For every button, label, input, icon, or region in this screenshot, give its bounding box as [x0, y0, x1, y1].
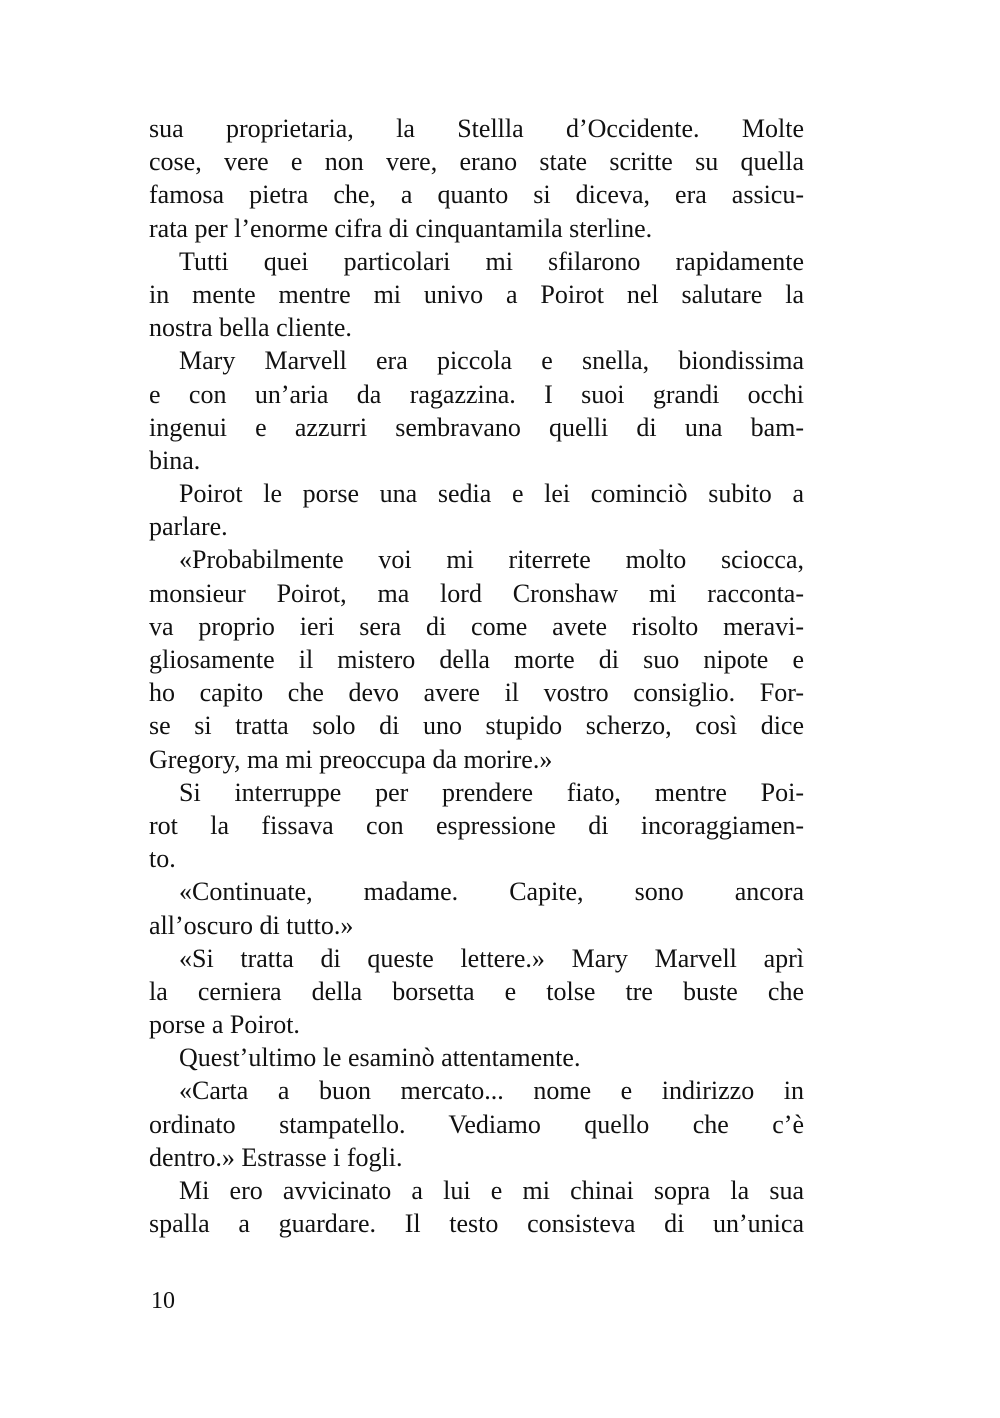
- text-line: se si tratta solo di uno stupido scherzo, così dice: [149, 711, 804, 741]
- text-line: porse a Poirot.: [149, 1010, 300, 1040]
- text-line: ordinato stampatello. Vediamo quello che c’è: [149, 1109, 804, 1139]
- text-line: «Carta a buon mercato... nome e indirizzo in: [179, 1076, 804, 1106]
- text-line: all’oscuro di tutto.»: [149, 910, 354, 940]
- text-line: gliosamente il mistero della morte di suo nipote e: [149, 645, 804, 674]
- page-number: 10: [151, 1288, 175, 1314]
- text-line: cose, vere e non vere, erano state scritte su quella: [149, 147, 804, 177]
- text-line: parlare.: [149, 512, 228, 542]
- text-line: nostra bella cliente.: [149, 313, 352, 343]
- text-line: rata per l’enorme cifra di cinquantamila sterline.: [149, 213, 653, 243]
- text-line: spalla a guardare. Il testo consisteva di un’unica: [149, 1209, 804, 1239]
- text-line: e con un’aria da ragazzina. I suoi grandi occhi: [149, 379, 804, 409]
- text-line: Mary Marvell era piccola e snella, biondissima: [179, 346, 804, 376]
- text-line: ho capito che devo avere il vostro consiglio. For-: [149, 678, 804, 708]
- text-line: va proprio ieri sera di come avete risolto meravi-: [149, 611, 804, 641]
- page-body-text: [149, 112, 804, 1240]
- text-line: Gregory, ma mi preoccupa da morire.»: [149, 744, 553, 774]
- text-line: sua proprietaria, la Stellla d’Occidente. Molte: [149, 114, 804, 143]
- text-line: Si interruppe per prendere fiato, mentre Poi-: [179, 777, 804, 807]
- text-line: Tutti quei particolari mi sfilarono rapidamente: [179, 246, 804, 276]
- text-line: monsieur Poirot, ma lord Cronshaw mi racconta-: [149, 578, 804, 608]
- text-line: to.: [149, 844, 176, 874]
- text-line: ingenui e azzurri sembravano quelli di una bam-: [149, 412, 804, 442]
- text-line: la cerniera della borsetta e tolse tre buste che: [149, 976, 804, 1006]
- text-line: Mi ero avvicinato a lui e mi chinai sopra la sua: [179, 1176, 804, 1205]
- text-line: dentro.» Estrasse i fogli.: [149, 1142, 403, 1172]
- text-line: in mente mentre mi univo a Poirot nel salutare la: [149, 279, 804, 309]
- text-line: Quest’ultimo le esaminò attentamente.: [179, 1043, 581, 1073]
- text-line: famosa pietra che, a quanto si diceva, era assicu-: [149, 180, 804, 210]
- text-line: Poirot le porse una sedia e lei cominciò subito a: [179, 479, 804, 509]
- text-line: «Continuate, madame. Capite, sono ancora: [179, 877, 804, 907]
- text-line: rot la fissava con espressione di incoraggiamen-: [149, 810, 804, 840]
- text-line: bina.: [149, 445, 201, 475]
- text-line: «Probabilmente voi mi riterrete molto sciocca,: [179, 545, 804, 575]
- text-line: «Si tratta di queste lettere.» Mary Marvell aprì: [179, 943, 804, 973]
